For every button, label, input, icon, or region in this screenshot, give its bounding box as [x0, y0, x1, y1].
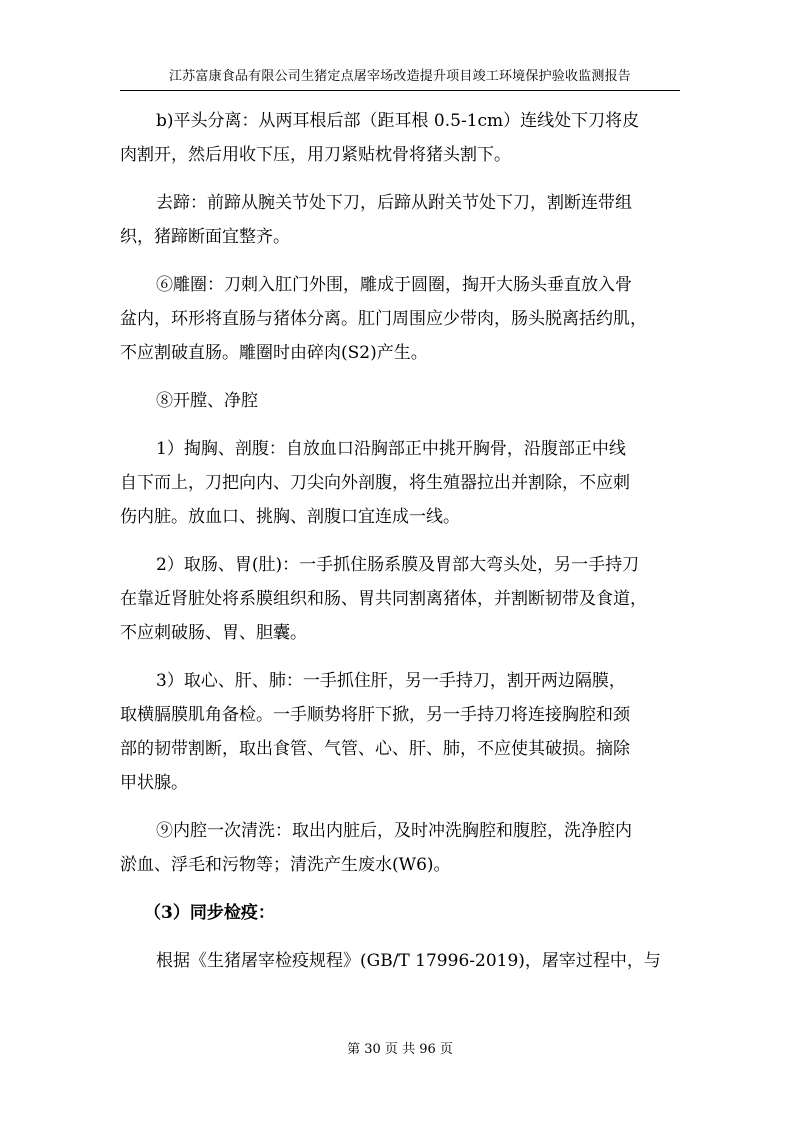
- paragraph: [120, 814, 680, 882]
- text-line: 伤内脏。放血口、挑胸、剖腹口宜连成一线。: [120, 507, 460, 527]
- text-line: 部的韧带割断，取出食管、气管、心、肝、肺，不应使其破损。摘除: [120, 739, 630, 759]
- text-line: b)平头分离：从两耳根后部（距耳根 0.5-1cm）连线处下刀将皮: [156, 111, 640, 131]
- paragraph: [120, 186, 680, 254]
- text-line: ⑨内腔一次清洗：取出内脏后，及时冲洗胸腔和腹腔，洗净腔内: [156, 821, 632, 841]
- paragraph: [120, 896, 680, 930]
- text-line: 淤血、浮毛和污物等；清洗产生废水(W6)。: [120, 855, 451, 875]
- text-line: 织，猪蹄断面宜整齐。: [120, 227, 290, 247]
- text-line: 甲状腺。: [120, 773, 188, 793]
- text-line: 肉割开，然后用收下压，用刀紧贴枕骨将猪头割下。: [120, 145, 511, 165]
- paragraph: [120, 432, 680, 534]
- text-line: 2）取肠、胃(肚)：一手抓住肠系膜及胃部大弯头处，另一手持刀: [156, 555, 640, 575]
- subheading: ⑧开膛、净腔: [156, 391, 258, 411]
- header-rule: [120, 90, 680, 91]
- paragraph: [120, 268, 680, 370]
- section-heading: （3）同步检疫：: [144, 903, 275, 923]
- text-line: 去蹄：前蹄从腕关节处下刀，后蹄从跗关节处下刀，割断连带组: [156, 193, 632, 213]
- text-line: 在靠近肾脏处将系膜组织和肠、胃共同割离猪体，并割断韧带及食道，: [120, 589, 647, 609]
- paragraph: [120, 548, 680, 650]
- paragraph: [120, 664, 680, 800]
- page-number: 第 30 页 共 96 页: [347, 1042, 453, 1057]
- text-line: 根据《生猪屠宰检疫规程》(GB/T 17996-2019)，屠宰过程中，与: [156, 951, 661, 971]
- paragraph: [120, 104, 680, 172]
- page-header: 江苏富康食品有限公司生猪定点屠宰场改造提升项目竣工环境保护验收监测报告: [168, 69, 631, 84]
- text-line: 取横膈膜肌角备检。一手顺势将肝下掀，另一手持刀将连接胸腔和颈: [120, 705, 630, 725]
- text-line: 不应刺破肠、胃、胆囊。: [120, 623, 307, 643]
- paragraph: [120, 384, 680, 418]
- text-line: 1）掏胸、剖腹：自放血口沿胸部正中挑开胸骨，沿腹部正中线: [156, 439, 626, 459]
- text-line: 盆内，环形将直肠与猪体分离。肛门周围应少带肉，肠头脱离括约肌，: [120, 309, 647, 329]
- text-line: 3）取心、肝、肺：一手抓住肝，另一手持刀，割开两边隔膜，: [156, 671, 626, 691]
- text-line: 不应割破直肠。雕圈时由碎肉(S2)产生。: [120, 343, 428, 363]
- paragraph: [120, 944, 680, 978]
- text-line: 自下而上，刀把向内、刀尖向外剖腹，将生殖器拉出并割除，不应刺: [120, 473, 630, 493]
- text-line: ⑥雕圈：刀刺入肛门外围，雕成于圆圈，掏开大肠头垂直放入骨: [156, 275, 632, 295]
- document-body: [120, 104, 680, 978]
